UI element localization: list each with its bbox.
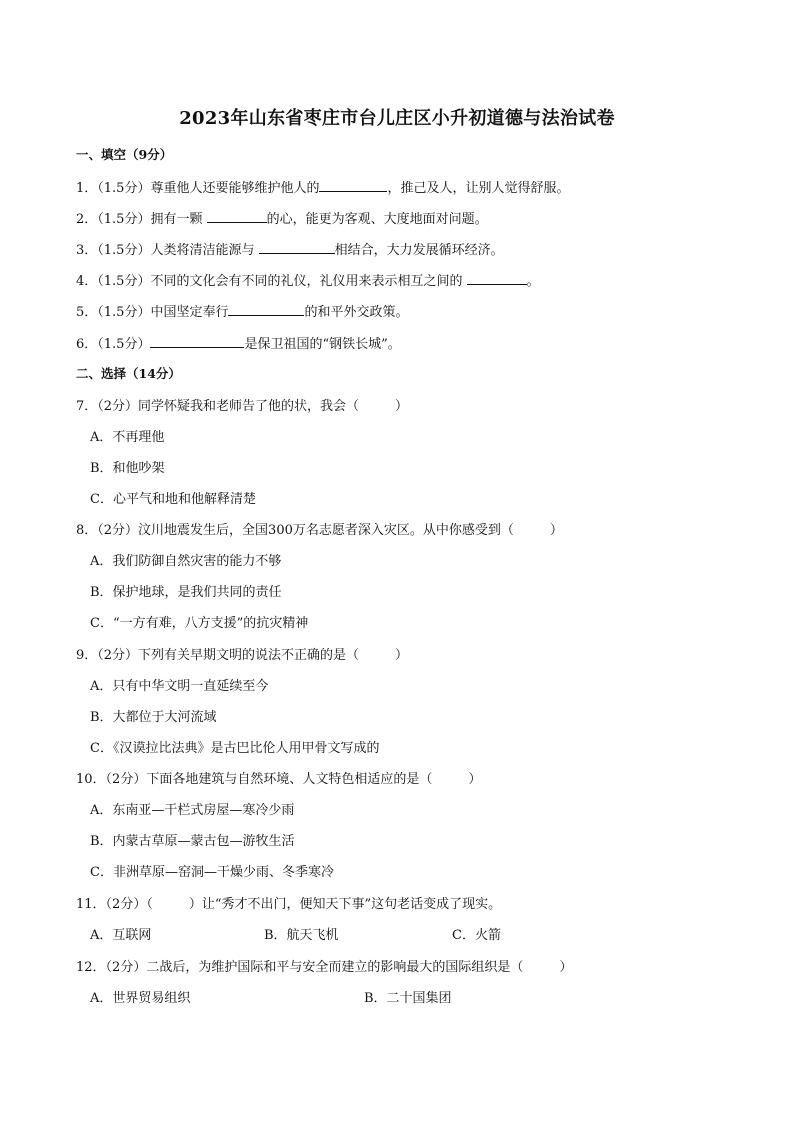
- question-text: 11．（2分）（: [76, 897, 153, 912]
- option-c[interactable]: C．非洲草原—窑洞—干燥少雨、冬季寒冷: [90, 865, 334, 880]
- question-text: 4．（1.5分）不同的文化会有不同的礼仪，礼仪用来表示相互之间的: [76, 274, 467, 289]
- option-c[interactable]: C．心平气和地和他解释清楚: [90, 492, 256, 507]
- answer-blank[interactable]: [259, 240, 335, 254]
- paren-close: ）: [559, 960, 573, 975]
- question-text: ）让“秀才不出门，便知天下事”这句老话变成了现实。: [188, 897, 502, 912]
- option-b[interactable]: B．二十国集团: [364, 991, 452, 1006]
- option-b[interactable]: B．内蒙古草原—蒙古包—游牧生活: [90, 834, 295, 849]
- option-c[interactable]: C．火箭: [452, 928, 501, 943]
- option-a[interactable]: A．世界贸易组织: [90, 991, 191, 1006]
- question-1: [76, 177, 569, 196]
- answer-blank[interactable]: [207, 209, 267, 223]
- options-row: [90, 987, 730, 1005]
- question-text: 的和平外交政策。: [304, 305, 409, 320]
- question-text: 。: [526, 274, 540, 289]
- question-text: 相结合，大力发展循环经济。: [334, 243, 504, 258]
- answer-blank[interactable]: [319, 178, 387, 192]
- question-text: 6．（1.5分）: [76, 337, 151, 352]
- question-5: [76, 301, 408, 320]
- answer-blank[interactable]: [228, 302, 304, 316]
- question-text: 1．（1.5分）尊重他人还要能够维护他人的: [76, 181, 320, 196]
- paren-close: ）: [395, 399, 409, 414]
- section-heading-choice: 二、选择（14分）: [76, 366, 181, 381]
- question-6: [76, 333, 401, 352]
- question-8: [76, 519, 563, 538]
- question-10: [76, 768, 481, 787]
- question-11: [76, 893, 501, 912]
- question-2: [76, 208, 488, 227]
- question-text: 12．（2分）二战后，为维护国际和平与安全而建立的影响最大的国际组织是（: [76, 960, 524, 975]
- options-row: [90, 924, 730, 942]
- page-title: 2023年山东省枣庄市台儿庄区小升初道德与法治试卷: [179, 108, 615, 129]
- question-text: 10．（2分）下面各地建筑与自然环境、人文特色相适应的是（: [76, 772, 433, 787]
- question-7: [76, 395, 408, 414]
- question-text: 5．（1.5分）中国坚定奉行: [76, 305, 229, 320]
- paren-close: ）: [549, 523, 563, 538]
- paren-close: ）: [395, 648, 409, 663]
- option-b[interactable]: B．大都位于大河流域: [90, 710, 217, 725]
- answer-blank[interactable]: [150, 334, 244, 348]
- question-text: 是保卫祖国的“钢铁长城”。: [244, 337, 401, 352]
- section-heading-fill-in: 一、填空（9分）: [76, 147, 173, 162]
- option-a[interactable]: A．我们防御自然灾害的能力不够: [90, 554, 282, 569]
- question-9: [76, 644, 408, 663]
- question-text: 8．（2分）汶川地震发生后，全国300万名志愿者深入灾区。从中你感受到（: [76, 523, 514, 538]
- question-text: 的心，能更为客观、大度地面对问题。: [266, 212, 488, 227]
- question-text: 2．（1.5分）拥有一颗: [76, 212, 207, 227]
- option-b[interactable]: B．和他吵架: [90, 461, 165, 476]
- option-c[interactable]: C．“一方有难，八方支援”的抗灾精神: [90, 616, 309, 631]
- option-b[interactable]: B．航天飞机: [264, 928, 339, 943]
- option-a[interactable]: A．只有中华文明一直延续至今: [90, 679, 269, 694]
- question-4: [76, 270, 540, 289]
- question-text: 7．（2分）同学怀疑我和老师告了他的状，我会（: [76, 399, 360, 414]
- question-text: 9．（2分）下列有关早期文明的说法不正确的是（: [76, 648, 360, 663]
- option-c[interactable]: C．《汉谟拉比法典》是古巴比伦人用甲骨文写成的: [90, 741, 380, 756]
- option-b[interactable]: B．保护地球，是我们共同的责任: [90, 585, 282, 600]
- question-text: ，推己及人，让别人觉得舒服。: [387, 181, 570, 196]
- option-a[interactable]: A．不再理他: [90, 430, 165, 445]
- paren-close: ）: [468, 772, 482, 787]
- question-12: [76, 956, 572, 975]
- answer-blank[interactable]: [467, 271, 527, 285]
- question-3: [76, 239, 504, 258]
- option-a[interactable]: A．东南亚—干栏式房屋—寒冷少雨: [90, 803, 295, 818]
- question-text: 3．（1.5分）人类将清洁能源与: [76, 243, 259, 258]
- option-a[interactable]: A．互联网: [90, 928, 152, 943]
